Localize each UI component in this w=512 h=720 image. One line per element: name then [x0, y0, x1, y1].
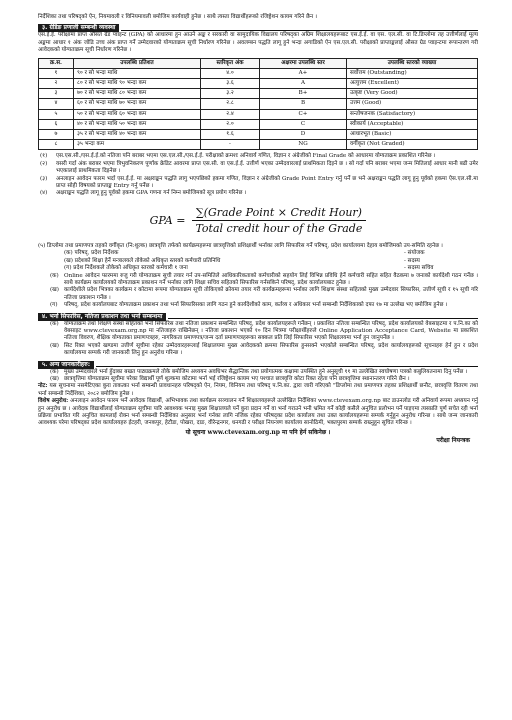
percentage-cell: ७० र सो भन्दा माथि ८० भन्दा कम — [74, 89, 201, 99]
serial-cell: ८ — [39, 140, 74, 150]
header-letter-grade: अक्षरमा उपलब्धि स्तर — [260, 58, 347, 68]
grade-point-cell: ३.२ — [201, 89, 260, 99]
description-cell: आधारभूत (Basic) — [347, 130, 478, 140]
committee-members — [38, 250, 478, 272]
letter-grade-cell: C — [260, 119, 347, 129]
note-number: (४) — [40, 190, 48, 197]
item-text: योग्यताक्रम तथा शिक्षण संस्था सहितको भर्ना सिफारिस तथा नतिजा प्रकाशन सम्बन्धित परिषद्, प्रदेश कार्यालयहरूले गर्नेछन् । प्रकाशित नतिजा सम्बन्धित परिषद्, प्रदेश कार्यालयको वेबसाइटमा र प.नि.का को वेबसाइट www.ctevexam.org.np मा नतिजाहरु राखिनेछन् । नतिजा प्रकाशन भएको १० दिन भित्रमा परीक्षार्थीहरुले Online Application Acceptance Card, Website मा प्रकाशित नतिजा विवरण, शैक्षिक योग्यताका प्रमाणपत्रहरु, नागरिकता प्रमाणपत्र/जन्म दर्ता प्रमाणपत्रहरूका सक्कल प्रति लिई सिफारिस भएको शिक्षालयमा भर्ना हुन जानुपर्नेछ । — [64, 320, 478, 342]
member-role: - सदस्य — [404, 257, 420, 264]
header-grade-point: स्तरिकृत अंक — [201, 58, 260, 68]
grading-table-row — [39, 79, 478, 89]
section-3-title: ३. ग्रेडिङ प्रणाली सम्बन्धी व्यवस्था — [38, 24, 119, 32]
letter-grade-cell: A+ — [260, 68, 347, 78]
section-5-item — [38, 369, 478, 376]
member-role: - सदस्य सचिव — [404, 265, 434, 272]
description-cell: स्वीकार्य (Acceptable) — [347, 119, 478, 129]
serial-cell: ४ — [39, 99, 74, 109]
note-label: नोट: — [38, 383, 48, 390]
grade-point-cell: ४.० — [201, 68, 260, 78]
percentage-cell: ४० र सो भन्दा माथि ५० भन्दा कम — [74, 119, 201, 129]
grading-table-row — [39, 99, 478, 109]
committee-point — [38, 302, 478, 309]
grade-point-cell: - — [201, 140, 260, 150]
committee-points — [38, 273, 478, 310]
member-title: (ग) प्रदेश निर्देशकले तोकेको अधिकृत स्तरको कर्मचारी १ जना — [64, 265, 188, 272]
signature-designation: परीक्षा नियन्त्रक — [436, 436, 470, 444]
note-text: यस सूचनामा नसमेटिएका कुरा ताकत्का भर्ना सम्बन्धी प्रावधानहरु परिषद्को ऐन, नियम, विनियम तथा परिषद् प.नि.का. द्वारा जारी गरिएको "डिप्लोमा तथा प्रमाणपत्र तहका प्रशिक्षार्थी छनौट, छात्रवृत्ति वितरण तथा भर्ना सम्बन्धी निर्देशिका, २०८२ बमोजिम हुनेछ । — [38, 383, 478, 397]
item-number: (ख) — [50, 375, 59, 382]
serial-cell: ७ — [39, 130, 74, 140]
note-text: अनलाइन आवेदन फारम भर्दा एस.ई.ई. मा अक्षराङ्कन पद्धति लागु भएपछिको हकमा गणित, विज्ञान र अंग्रेजीको Grade Point Entry गर्नु पर्ने छ भने अक्षराङ्कन पद्धति लागू हुनु पूर्वको हकमा ऐस.एल.सी.मा प्राप्त सोही विषयको प्राप्ताङ्क Entry गर्नु पर्नेछ । — [56, 175, 478, 190]
grading-note — [38, 190, 478, 197]
letter-grade-cell: NG — [260, 140, 347, 150]
grade-point-cell: २.८ — [201, 99, 260, 109]
formula-numerator: ∑(Grade Point × Credit Hour) — [192, 206, 366, 221]
serial-cell: ३ — [39, 89, 74, 99]
grade-point-cell: १.६ — [201, 130, 260, 140]
percentage-cell: ३५ भन्दा कम — [74, 140, 201, 150]
note-text: अक्षराङ्कन पद्धति लागू हुनु पूर्वको हकमा GPA गणना गर्न निम्न बमोजिमको सूत्र प्रयोग गरिनेछ । — [56, 190, 247, 197]
grading-note — [38, 176, 478, 191]
letter-grade-cell: D — [260, 130, 347, 140]
item-text: मुख्य उम्मेदवारले भर्ना हुँदाका बखत पाठ्यक्रमले तोके बमोजिम अध्ययन अवधिभर सैद्धान्तिक तथा प्रयोगात्मक कक्षामा उपस्थित हुने अनुसूची ११ मा उल्लेखित स्वघोषणा पत्रको कबुलियतनामा दिनु पर्नेछ । — [64, 368, 468, 375]
grading-note — [38, 161, 478, 176]
item-number: (ख) — [50, 342, 59, 349]
grading-note — [38, 153, 478, 160]
committee-point — [38, 287, 478, 302]
description-cell: अत्युत्तम (Excellent) — [347, 79, 478, 89]
committee-member — [38, 250, 478, 257]
item-text: कार्यदेशीले प्रदेश भित्रका कार्यक्रम र कोटामा रूपमा योग्यताक्रम सूची तोकिएको क्रोयमा तयार गरी कार्यक्रमहरूमा भर्नाका लागि शिक्षण संस्था सहितको मुख्य उम्मेदवार सिफारिस, उत्तीर्ण सूची र १५ सूची गरि नतिजा प्रकाशन गर्नेछ । — [64, 287, 478, 301]
special-request-text: अनलाइन आवेदन फारम भर्ने आवेदक विद्यार्थी, अभिभावक तथा कार्यक्रम सञ्चालन गर्ने शिक्षालयहरूले उल्लेखित निर्देशिका www.ctevexam.org.np बाट डाउनलोड गरी अनिवार्य रूपमा अध्ययन गर्नु हुन अनुरोध छ । आवेदक विद्यार्थीलाई योग्यताक्रम सूचीमा पारि आवश्यक भनाइ मुख्य शिक्षालयले पर्ने कुरा प्रदान गर्ने वा भर्ना गराउने भनी भ्रमित गर्ने कोही कसैले अनुचित प्रलोभन पर्ने पाइएमा त्यसप्रति पूर्ण सचेत रही भर्ना प्रक्रिया प्रभावित गरि अनुचित कामलाई रोक्न भर्ना सम्बन्धी निर्देशिका अनुसार भर्ना गर्नका लागि नजिक रहेका परिषद्का प्रदेश कार्यालय तथा उक्त कार्यालयहरूमा सम्पर्क गर्नुहुन अनुरोध गरिन्छ । साथै जन्म जानकारी आवश्यक परेमा परिषद्का प्रदेश कार्यालयहरु ईटहरी, जनकपुर, हेटौडा, पोखरा, दाङ, वीरेन्द्रनगर, धनगढी र परीक्षा नियन्त्रण कार्यालय सानोठिमी, भक्तपुरमा सम्पर्क राख्नुहुन सूचित गरिन्छ । — [38, 398, 478, 427]
grading-table-row — [39, 68, 478, 78]
grading-table-header-row — [39, 58, 478, 68]
committee-member — [38, 258, 478, 265]
item-number: (ग) — [50, 302, 58, 309]
note-text: यसरी गर्दा अंक बराबर भएमा त्रिभुवनिकरण पूर्णांक क्रेडिट आवरमा प्राप्त एस.सी. वा एस.ई.ई. उत्तीर्ण भएका उम्मेदवारलाई प्राथमिकता दिइने छ । सो गर्दा पनि बराबर भएमा जन्म मितिलाई आधार मानी बढी उमेर भएकालाई प्राथमिकता दिइनेछ । — [56, 160, 478, 175]
percentage-cell: ८० र सो भन्दा माथि ९० भन्दा कम — [74, 79, 201, 89]
section-4-heading — [38, 313, 478, 321]
section-4-title: ४. भर्ना सिफारिस, नतिजा प्रकाशन तथा भर्ना सम्बन्धमा — [38, 313, 166, 321]
item-text: छात्रवृत्तिमा योग्यताक्रम सूचीमा परेका विद्यार्थी पूर्ण शुल्कमा कोटामा भर्ना भई रजिष्ट्रेशन कायम भए पश्चात छात्रवृत्ति कोटा रिक्त रहेता पनि छात्रवृत्तिमा स्थानान्तरण गरिने छैन । — [64, 375, 410, 382]
item-text: Online आवेदन फारममा रुजु गरी योग्यताक्रम सूची तयार गर्न उप-समितिले आधिकारिकताको कर्मचारीको सहयोग लिई विभिन्न प्रविधि हेर्ने कर्मचारी सहित सहित वैठकमा ७ जनाको कार्यदेशी गठन गर्नेछ । साथै कार्यक्रम कार्यालयको योग्यताक्रम प्रकाशन गर्ने भर्नाका लागि शिक्षा सचिव सहितको सिफारिस गर्नसकिने परिषद्, प्रदेश कार्यालयबाट हुनेछ । — [64, 272, 478, 286]
item-text: परिषद्, प्रदेश कार्यालयबाट योग्यताक्रम प्रकाशन तथा भर्ना सिफारिसका लागि गठन हुने कार्यदेशीको काम, कर्तव्य र अधिकार भर्ना सम्बन्धी निर्देशिकाको दफा १७ मा उल्लेख भए बमोजिम हुनेछ । — [64, 302, 448, 309]
note-number: (१) — [40, 153, 48, 160]
note-paragraph — [38, 383, 478, 398]
member-title: (ख) प्रदेशको शिक्षा हेर्ने मन्त्रालयले तोकेको अधिकृत स्तरको कर्मचारी प्रतिनिधि — [64, 257, 221, 264]
intro-tail-paragraph: निर्देशिका तथा परिषद्को ऐन, नियमावली र विनियमावली बमोजिम कार्यवाही हुनेछ । साथै त्यस्ता विद्यार्थीहरूको रजिष्ट्रेशन कायम गरिने छैन । — [38, 14, 317, 20]
description-cell: सर्वोत्तम (Outstanding) — [347, 68, 478, 78]
formula-fraction — [191, 206, 366, 235]
header-percentage: उपलब्धि प्रतिशत — [74, 58, 201, 68]
section-5-heading — [38, 361, 478, 369]
header-serial: क्र.स. — [39, 58, 74, 68]
description-cell: उत्कृष्ट (Very Good) — [347, 89, 478, 99]
gpa-formula — [38, 206, 478, 235]
heading-rule — [168, 314, 478, 319]
heading-rule — [96, 362, 478, 367]
grading-notes — [38, 153, 478, 197]
description-cell: उत्तम (Good) — [347, 99, 478, 109]
grading-table-row — [39, 130, 478, 140]
letter-grade-cell: C+ — [260, 109, 347, 119]
letter-grade-cell: B+ — [260, 89, 347, 99]
grade-point-cell: २.० — [201, 119, 260, 129]
grading-table-row — [39, 119, 478, 129]
description-cell: सन्तोषजनक (Satisfactory) — [347, 109, 478, 119]
note-text: एस.एस.सी./एस.ई.ई.को नतिजा पनि बराबर भएमा एस.एल.सी./एस.ई.ई. परीक्षाको क्रमशः अनिवार्य गणित, विज्ञान र अंग्रेजीको Final Grade को आधारमा योग्यताक्रम प्रकाशित गरिनेछ । — [56, 153, 436, 160]
percentage-cell: ५० र सो भन्दा माथि ६० भन्दा कम — [74, 109, 201, 119]
grading-table — [38, 58, 478, 151]
special-request-label: विशेष अनुरोध: — [38, 398, 69, 405]
grade-point-cell: ३.६ — [201, 79, 260, 89]
section-5-items — [38, 369, 478, 384]
committee-member — [38, 265, 478, 272]
grading-table-row — [39, 109, 478, 119]
percentage-cell: ६० र सो भन्दा माथि ७० भन्दा कम — [74, 99, 201, 109]
grading-intro-paragraph: एस.ई.ई. परीक्षामा प्राप्त औसत ग्रेड प्वाइन्ट (GPA) को आधारमा हुन आउने अङ्क र सरकारी वा सामुदायिक विद्यालय परिषद्का अग्रिम शिक्षालयहरूबाट एस.ई.ई. वा एस. एल.सी. वा टि.डिप्लोमा तह उत्तीर्णलाई मूल्य अङ्कमा आधार १ अंक जोडि उच्च अंक प्राप्त गर्ने उम्मेदवारको योग्यताक्रम सूची निर्धारण गरिनेछ । अवलम्बन पद्धति लागू हुने भन्दा अगाडिको ऐन एस.एल.सी. परीक्षाको प्राप्ताङ्कलाई औसत ग्रेड प्वाइन्टमा रूपान्तरण गरी आवेदकको योग्यताक्रम सूची निर्धारण गरिनेछ । — [38, 32, 478, 54]
member-role: - संयोजक — [404, 250, 425, 257]
percentage-cell: ९० र सो भन्दा माथि — [74, 68, 201, 78]
website-notice: यो सूचना www.ctevexam.org.np मा पनि हेर्न सकिनेछ । — [185, 428, 331, 436]
item-number: (क) — [50, 272, 59, 279]
letter-grade-cell: A — [260, 79, 347, 89]
item-number: (क) — [50, 368, 59, 375]
formula-lhs: GPA = — [149, 213, 186, 227]
header-grade-description: उपलब्धि स्तरको व्याख्या — [347, 58, 478, 68]
item-number: (ख) — [50, 287, 59, 294]
grading-table-row — [39, 89, 478, 99]
section-4-item — [38, 321, 478, 343]
description-cell: वर्गीकृत (Not Graded) — [347, 140, 478, 150]
special-request-paragraph — [38, 398, 478, 428]
grading-table-row — [39, 140, 478, 150]
item-number: (क) — [50, 320, 59, 327]
serial-cell: १ — [39, 68, 74, 78]
letter-grade-cell: B — [260, 99, 347, 109]
item-text: सिट रिक्त भएको खण्डमा उत्तीर्ण सूचीमा रहेका उम्मेदवारहरूलाई शिक्षालयमा मुख्य आवेदकको क्रममा सिफारिस हुनसक्ने भएकोले सम्बन्धित परिषद्, प्रदेश कार्यालयहरूको सूचनाहरु हेर्न हुन र प्रदेश कार्यालयमा सम्पर्क गरी जानकारी लिनु हुन अनुरोध गरिन्छ । — [64, 342, 478, 357]
section-4-items — [38, 321, 478, 358]
section-5-title: ५. अन्य जानकारीहरु: — [38, 361, 94, 369]
serial-cell: २ — [39, 79, 74, 89]
section-4-item — [38, 343, 478, 358]
serial-cell: ५ — [39, 109, 74, 119]
note-number: (२) — [40, 160, 48, 167]
heading-rule — [121, 26, 478, 31]
committee-paragraph: (५) डिप्लोमा तथा प्रमाणपत्र तहको वर्गीकृत (नि:शुल्क) छात्रवृत्ति तर्फको कार्यक्रमहरूमा छात्रवृत्तिको प्रशिक्षार्थी भर्नाका लागि सिफारिस गर्ने परिषद्, प्रदेश कार्यालयमा देहाय बमोजिमको उप-समिति रहनेछ । — [38, 242, 443, 249]
member-title: (क) परिषद्, प्रदेश निर्देशक — [64, 250, 119, 257]
grade-point-cell: २.४ — [201, 109, 260, 119]
note-number: (३) — [40, 175, 48, 182]
committee-point — [38, 273, 478, 288]
formula-denominator: Total credit hour of the Grade — [195, 221, 363, 235]
serial-cell: ६ — [39, 119, 74, 129]
percentage-cell: ३५ र सो भन्दा माथि ४० भन्दा कम — [74, 130, 201, 140]
